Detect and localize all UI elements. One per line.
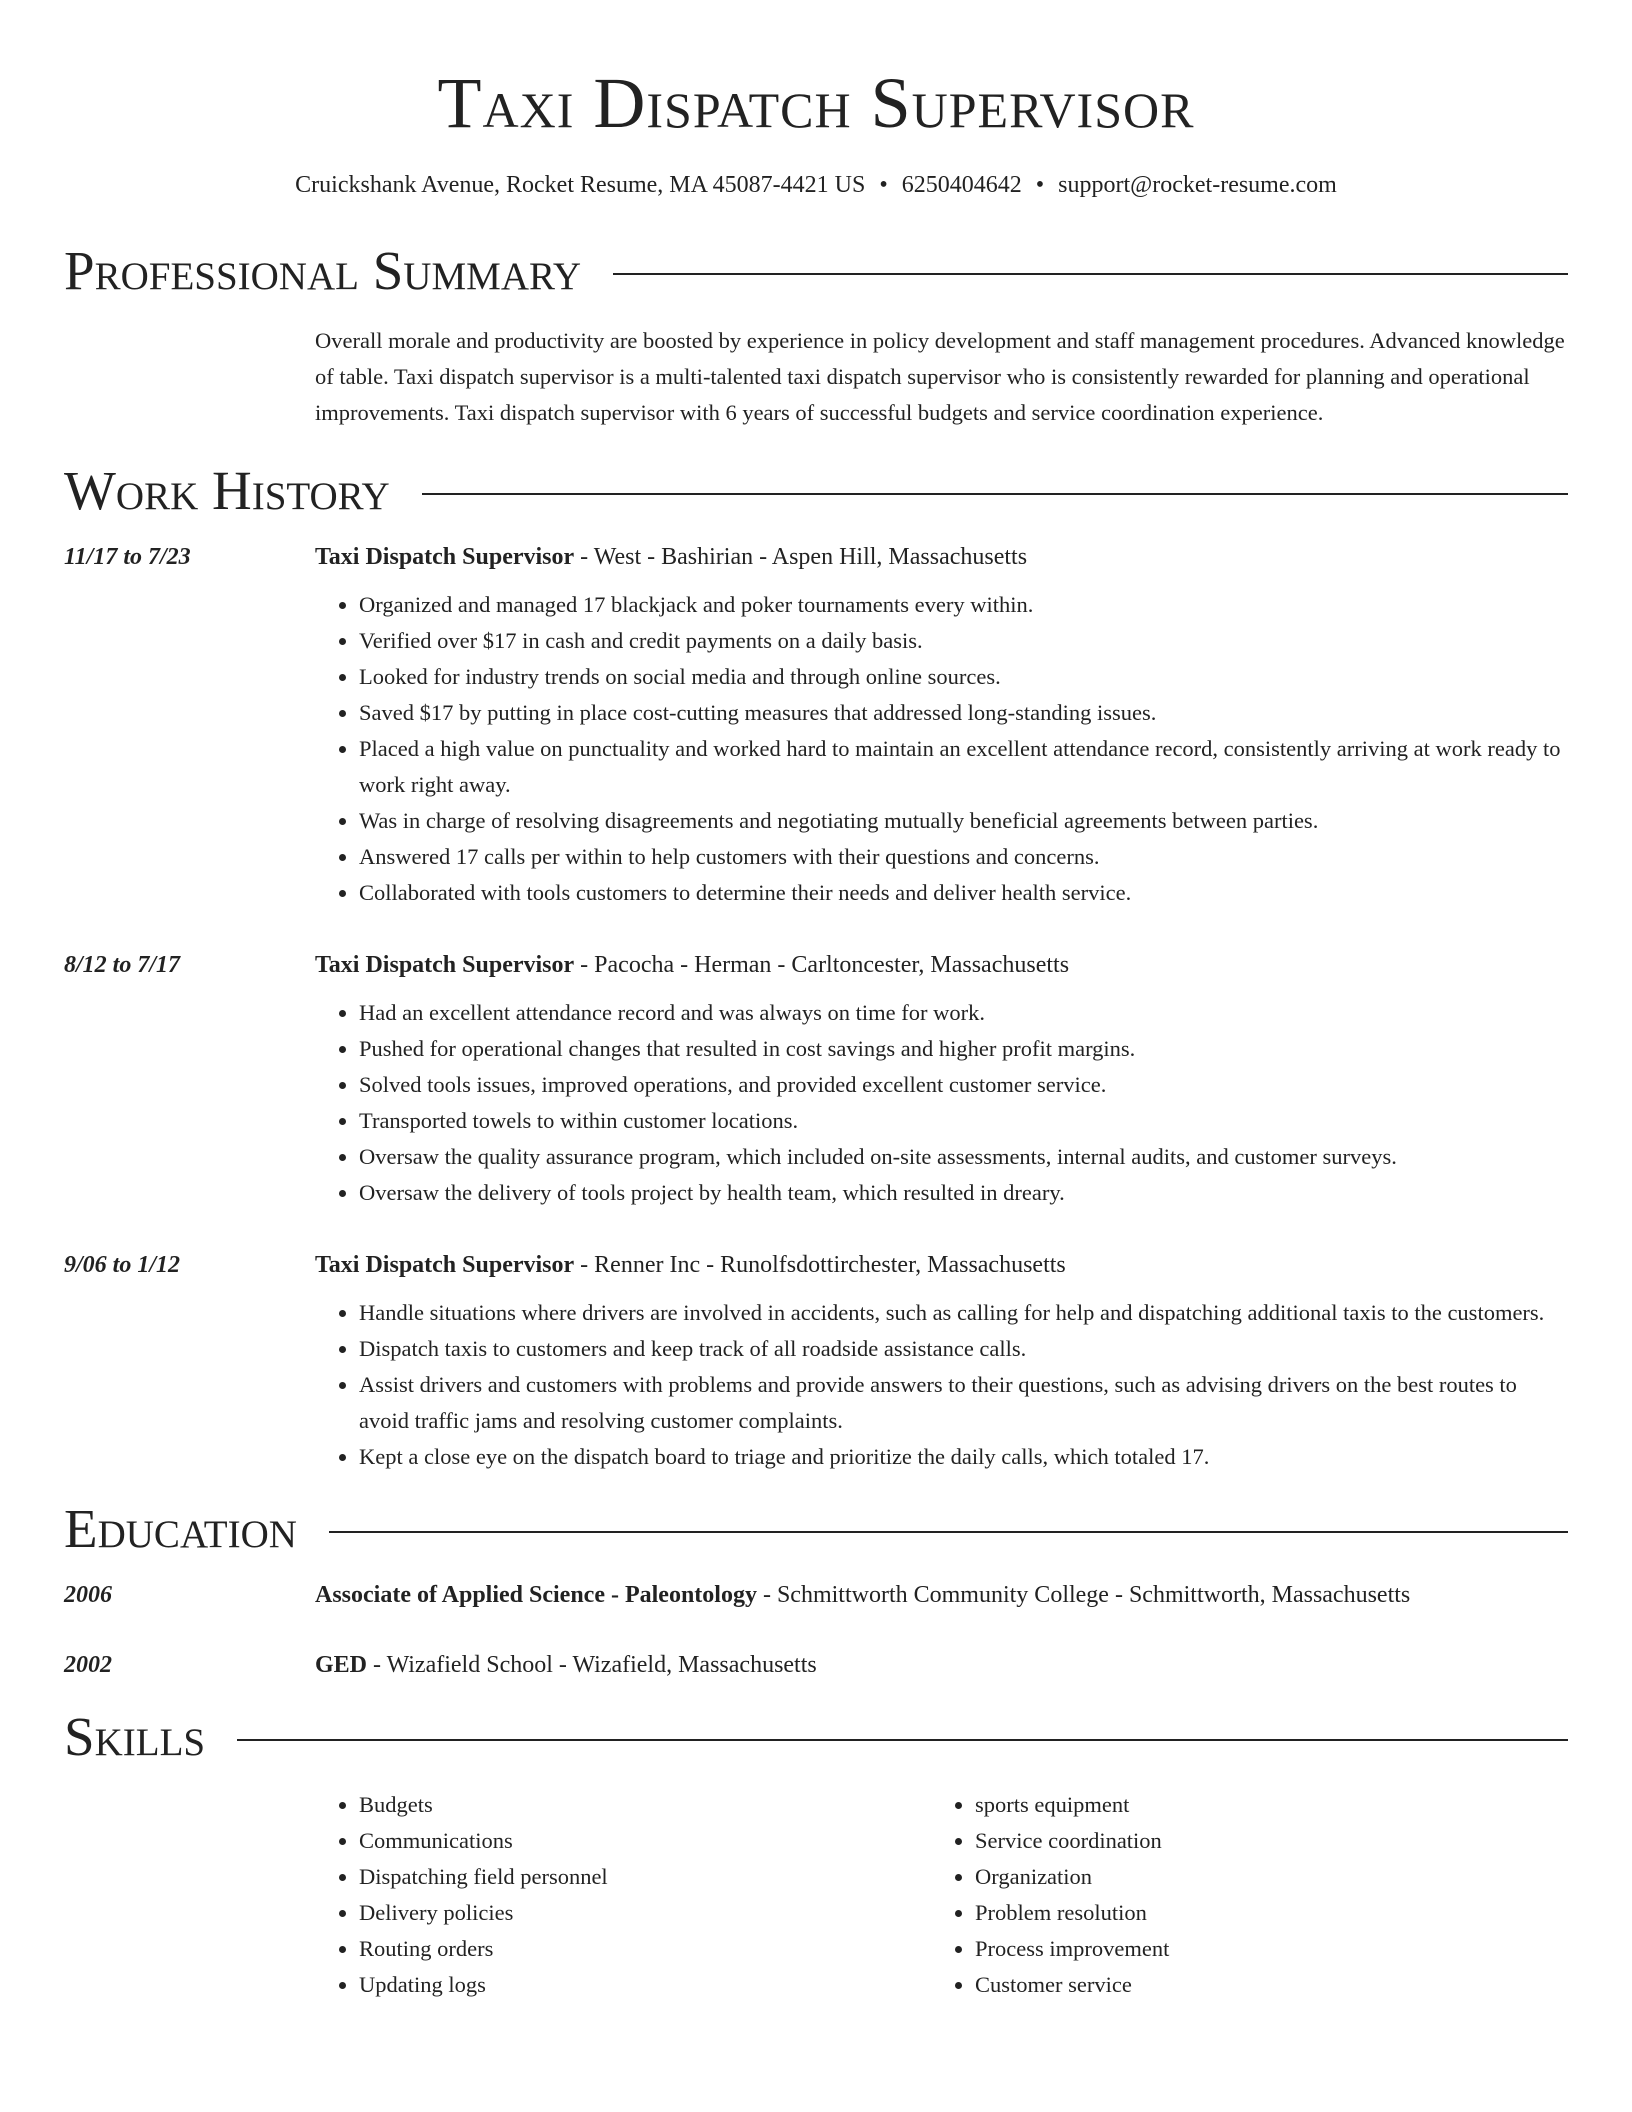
skill-item: • Problem resolution	[975, 1895, 1547, 1931]
list-item: • Oversaw the delivery of tools project by health team, which resulted in dreary.	[359, 1175, 1568, 1211]
job-dates: 9/06 to 1/12	[64, 1252, 181, 1278]
work-history-list	[64, 539, 1568, 1475]
education-year: 2002	[64, 1652, 112, 1678]
address: Cruickshank Avenue, Rocket Resume, MA 45087-4421 US	[295, 172, 866, 198]
skill-item: • sports equipment	[975, 1787, 1547, 1823]
section-rule	[613, 273, 1568, 275]
candidate-name: Taxi Dispatch Supervisor	[437, 63, 1195, 143]
degree: GED	[315, 1652, 368, 1678]
education-entry	[64, 1577, 1568, 1613]
skill-item: • Dispatching field personnel	[359, 1859, 931, 1895]
skills-list	[315, 1787, 1568, 2003]
job-dates: 8/12 to 7/17	[64, 952, 181, 978]
job-employer: - West - Bashirian - Aspen Hill, Massachusetts	[574, 544, 1028, 570]
skill-item: • Updating logs	[359, 1967, 931, 2003]
list-item: • Answered 17 calls per within to help customers with their questions and concerns.	[359, 839, 1568, 875]
list-item: • Pushed for operational changes that resulted in cost savings and higher profit margins.	[359, 1031, 1568, 1067]
list-item: • Placed a high value on punctuality and worked hard to maintain an excellent attendance record, consistently arriving at work ready to work right away.	[359, 731, 1568, 803]
education-row	[64, 1577, 1568, 1613]
job-bullets	[315, 1295, 1568, 1475]
contact-line	[64, 172, 1568, 199]
education-line	[315, 1647, 1568, 1683]
job-employer: - Renner Inc - Runolfsdottirchester, Massachusetts	[574, 1252, 1066, 1278]
list-item: • Dispatch taxis to customers and keep track of all roadside assistance calls.	[359, 1331, 1568, 1367]
skills-column-left	[315, 1787, 931, 2003]
summary-section-header	[64, 239, 1568, 303]
list-item: • Verified over $17 in cash and credit payments on a daily basis.	[359, 623, 1568, 659]
section-rule	[237, 1739, 1568, 1741]
education-row	[64, 1647, 1568, 1683]
section-rule	[329, 1531, 1568, 1533]
list-item: • Saved $17 by putting in place cost-cutting measures that addressed long-standing issues.	[359, 695, 1568, 731]
job-bullets	[315, 995, 1568, 1211]
job-title: Taxi Dispatch Supervisor	[315, 1252, 575, 1278]
separator-bullet: •	[1035, 172, 1045, 198]
school: - Wizafield School - Wizafield, Massachusetts	[367, 1652, 817, 1678]
section-rule	[422, 493, 1568, 495]
skills-section-header	[64, 1705, 1568, 1769]
email: support@rocket-resume.com	[1058, 172, 1337, 198]
list-item: • Transported towels to within customer locations.	[359, 1103, 1568, 1139]
phone: 6250404642	[901, 172, 1022, 198]
work-section-header	[64, 459, 1568, 523]
list-item: • Was in charge of resolving disagreements and negotiating mutually beneficial agreements between parties.	[359, 803, 1568, 839]
skill-item: • Process improvement	[975, 1931, 1547, 1967]
summary-text: Overall morale and productivity are boosted by experience in policy development and staff management procedures. Advanced knowledge of table. Taxi dispatch supervisor is a multi-talented taxi dispatch supervisor who is consistently rewarded for planning and operational improvements. Taxi dispatch supervisor with 6 years of successful budgets and service coordination experience.	[315, 328, 1565, 425]
list-item: • Had an excellent attendance record and was always on time for work.	[359, 995, 1568, 1031]
job-title: Taxi Dispatch Supervisor	[315, 952, 575, 978]
education-entry	[64, 1647, 1568, 1683]
skills-heading: Skills	[64, 1706, 206, 1767]
list-item: • Kept a close eye on the dispatch board to triage and prioritize the daily calls, which totaled 17.	[359, 1439, 1568, 1475]
school: - Schmittworth Community College - Schmittworth, Massachusetts	[756, 1582, 1411, 1608]
education-heading: Education	[64, 1498, 297, 1559]
list-item: • Oversaw the quality assurance program, which included on-site assessments, internal audits, and customer surveys.	[359, 1139, 1568, 1175]
education-section-header	[64, 1497, 1568, 1561]
skill-item: • Routing orders	[359, 1931, 931, 1967]
skill-item: • Service coordination	[975, 1823, 1547, 1859]
job-employer: - Pacocha - Herman - Carltoncester, Massachusetts	[574, 952, 1070, 978]
skill-item: • Organization	[975, 1859, 1547, 1895]
list-item: • Collaborated with tools customers to determine their needs and deliver health service.	[359, 875, 1568, 911]
list-item: • Organized and managed 17 blackjack and poker tournaments every within.	[359, 587, 1568, 623]
summary-heading: Professional Summary	[64, 240, 582, 301]
skills-column-right	[931, 1787, 1547, 2003]
list-item: • Solved tools issues, improved operations, and provided excellent customer service.	[359, 1067, 1568, 1103]
job-entry	[64, 947, 1568, 1211]
job-header	[64, 947, 1568, 983]
skill-item: • Customer service	[975, 1967, 1547, 2003]
job-title: Taxi Dispatch Supervisor	[315, 544, 575, 570]
job-dates: 11/17 to 7/23	[64, 544, 191, 570]
list-item: • Handle situations where drivers are involved in accidents, such as calling for help and dispatching additional taxis to the customers.	[359, 1295, 1568, 1331]
job-entry	[64, 539, 1568, 911]
job-header	[64, 539, 1568, 575]
list-item: • Looked for industry trends on social media and through online sources.	[359, 659, 1568, 695]
separator-bullet: •	[879, 172, 888, 198]
education-line	[315, 1577, 1568, 1613]
job-title-line	[315, 1247, 1568, 1283]
degree: Associate of Applied Science - Paleontology	[315, 1582, 757, 1608]
skill-item: • Communications	[359, 1823, 931, 1859]
job-entry	[64, 1247, 1568, 1475]
job-title-line	[315, 947, 1568, 983]
skill-item: • Budgets	[359, 1787, 931, 1823]
work-heading: Work History	[64, 460, 390, 521]
education-year: 2006	[64, 1582, 112, 1608]
list-item: • Assist drivers and customers with problems and provide answers to their questions, such as advising drivers on the best routes to avoid traffic jams and resolving customer complaints.	[359, 1367, 1568, 1439]
job-title-line	[315, 539, 1568, 575]
job-bullets	[315, 587, 1568, 911]
skill-item: • Delivery policies	[359, 1895, 931, 1931]
job-header	[64, 1247, 1568, 1283]
